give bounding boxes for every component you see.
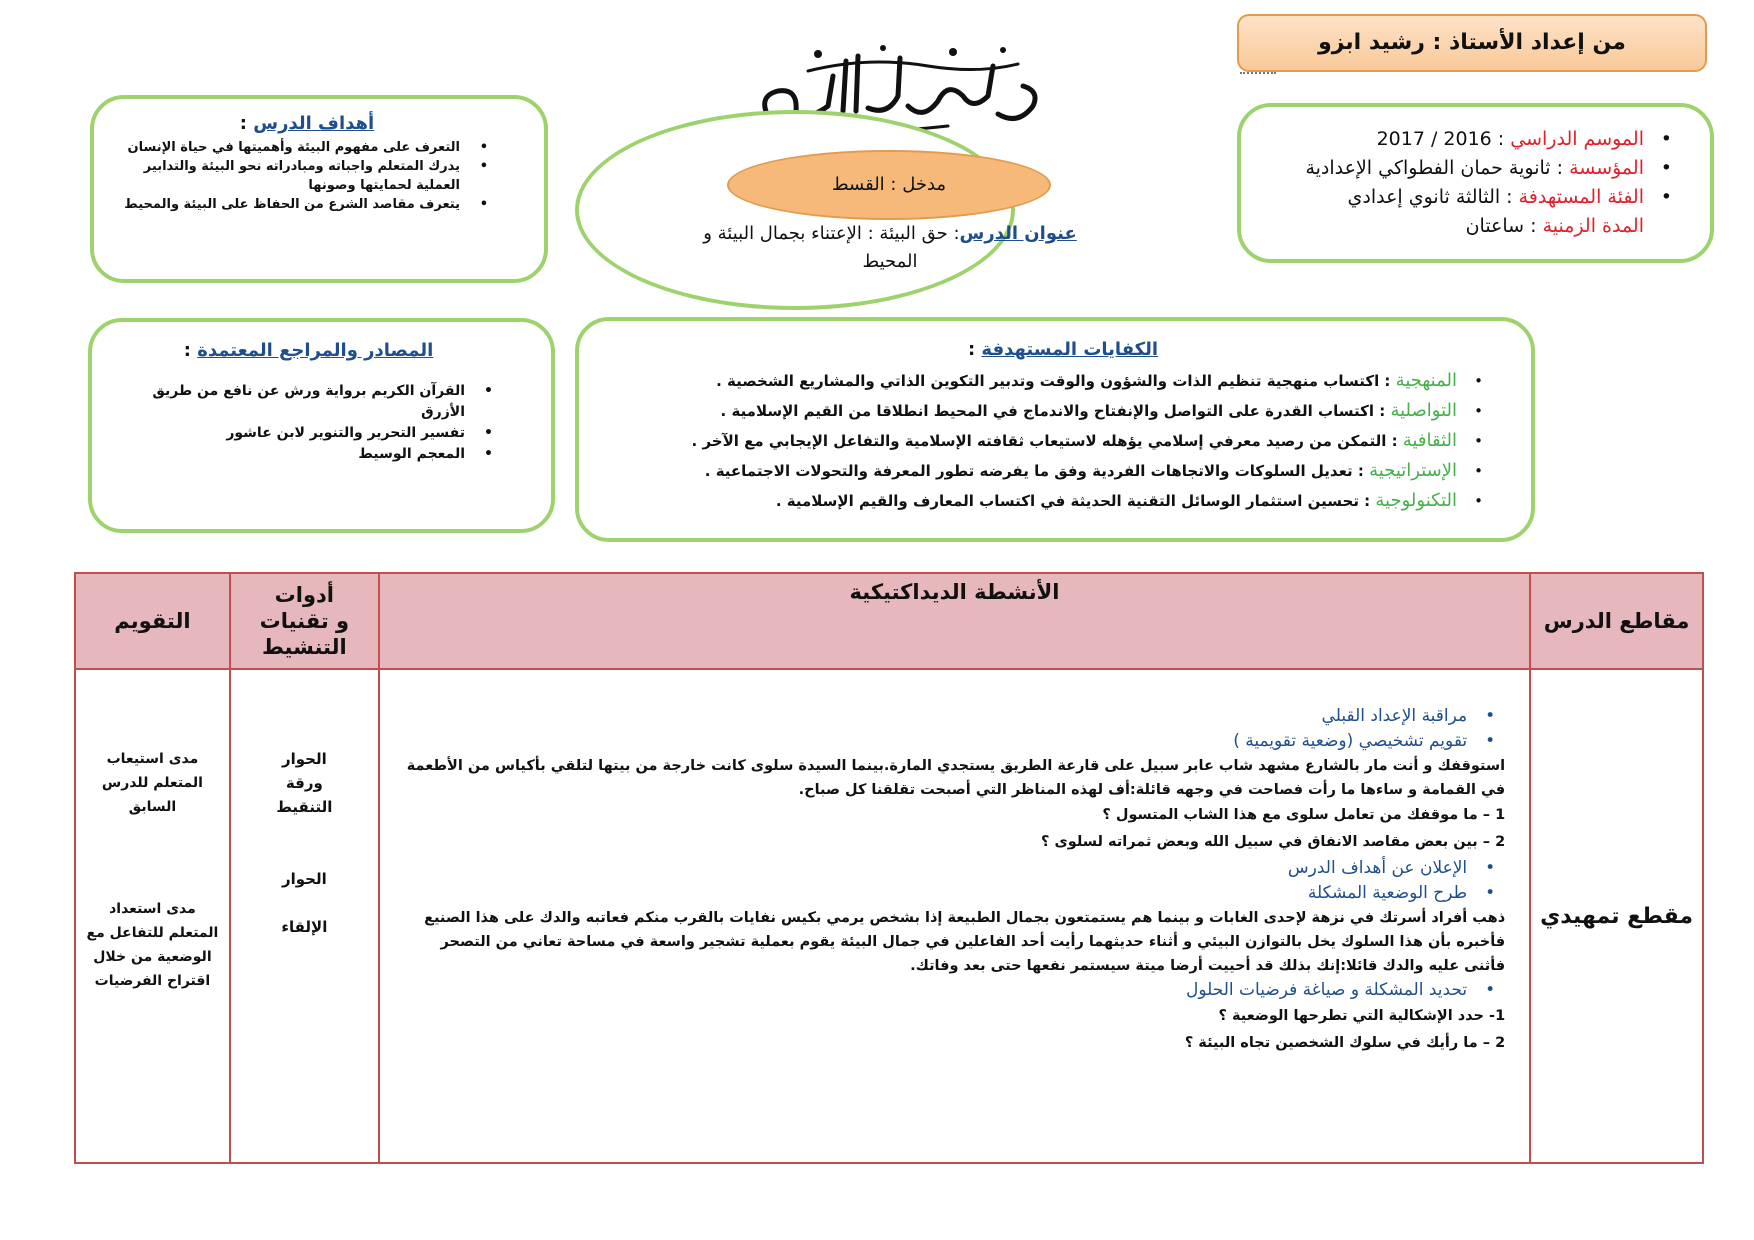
competency-text: : التمكن من رصيد معرفي إسلامي يؤهله لاستيعاب ثقافته الإسلامية والتفاعل الإيجابي مع الآخر . [691, 432, 1403, 450]
competency-text: : اكتساب منهجية تنظيم الذات والشؤون والوقت وتدبير التكوين الذاتي والمشاريع الشخصية . [716, 372, 1396, 390]
sources-heading [112, 340, 505, 361]
activity-paragraph: ذهب أفراد أسرتك في نزهة لإحدى الغابات و بينما هم يستمتعون بجمال الطبيعة إذا بشخص يرمي بكيس نفايات بالقرب منكم فعاتبه والدك على هذا الصنيع فأخبره بأن هذا السلوك يخل بالتوازن البيئي و أثناء حديثهما رأيت أحد الفاعلين في جمال البيئة يقوم بعملية تشجير واسعة في مساحة تعاني من التصحر فأثنى عليه والدك قائلا:إنك بذلك قد أحييت أرضا ميتة سيستمر نفعها حتى بعد وفاتك. [424, 910, 1506, 974]
competencies-title-colon: : [967, 339, 982, 360]
activity-step: • الإعلان عن أهداف الدرس [400, 856, 1507, 881]
target-value: : الثالثة ثانوي إعدادي [1347, 186, 1513, 208]
season-info-panel [1237, 103, 1714, 263]
competency-name: المنهجية [1395, 370, 1457, 391]
table-row [75, 669, 1703, 1163]
evaluation-line: المتعلم للتفاعل مع [86, 925, 219, 941]
target-item [1261, 183, 1644, 212]
competencies-list [599, 366, 1497, 516]
lesson-table [74, 572, 1704, 1164]
objectives-heading [114, 113, 500, 134]
sources-list [112, 381, 505, 465]
lesson-title-label: عنوان الدرس [959, 223, 1077, 244]
header-tools [230, 573, 379, 669]
activity-question: 1- حدد الإشكالية التي تطرحها الوضعية ؟ [1218, 1008, 1506, 1024]
competency-name: التواصلية [1390, 400, 1457, 421]
header-evaluation: التقويم [75, 573, 230, 669]
season-value: : 2016 / 2017 [1376, 128, 1505, 150]
tools-line: الإلقاء [281, 918, 328, 936]
lesson-title-value: : حق البيئة : الإعتناء بجمال البيئة و المحيط [703, 223, 960, 272]
competency-name: الثقافية [1402, 430, 1457, 451]
activity-question: 2 – بين بعض مقاصد الانفاق في سبيل الله وبعض ثمراته لسلوى ؟ [1041, 834, 1506, 850]
intro-pill [727, 150, 1051, 220]
tools-line: ورقة [285, 774, 323, 792]
season-label: الموسم الدراسي [1510, 128, 1644, 150]
objective-item: • يتعرف مقاصد الشرع من الحفاظ على البيئة والمحيط [114, 195, 460, 214]
duration-label: المدة الزمنية [1542, 215, 1644, 237]
objective-item: • التعرف على مفهوم البيئة وأهميتها في حياة الإنسان [114, 138, 460, 157]
evaluation-group [77, 747, 228, 819]
source-item: • تفسير التحرير والتنوير لابن عاشور [112, 423, 465, 444]
tools-group [232, 867, 377, 939]
evaluation-line: اقتراح الفرضيات [94, 973, 211, 989]
header-tools-line: و تقنيات [259, 609, 350, 633]
institution-item [1261, 154, 1644, 183]
objective-item: • يدرك المتعلم واجباته ومبادراته نحو البيئة والتدابير العملية لحمايتها وصونها [114, 157, 460, 195]
tools-cell [230, 669, 379, 1163]
activity-question: 1 – ما موقفك من تعامل سلوى مع هذا الشاب المتسول ؟ [1102, 807, 1506, 823]
competency-text: : تحسين استثمار الوسائل التقنية الحديثة في اكتساب المعارف والقيم الإسلامية . [775, 492, 1376, 510]
author-underline [1240, 70, 1276, 74]
tools-line: الحوار [281, 870, 327, 888]
activity-step: • تقويم تشخيصي (وضعية تقويمية ) [400, 729, 1507, 754]
author-banner [1237, 14, 1707, 72]
competency-text: : تعديل السلوكات والاتجاهات الفردية وفق ما يفرضه تطور المعرفة والتحولات الاجتماعية . [704, 462, 1370, 480]
evaluation-line: مدى استعداد [109, 901, 196, 917]
header-activities: الأنشطة الديداكتيكية [379, 573, 1530, 669]
institution-value: : ثانوية حمان الفطواكي الإعدادية [1305, 157, 1564, 179]
objectives-list [114, 138, 500, 214]
evaluation-line: مدى استيعاب [106, 751, 199, 767]
competencies-panel [575, 317, 1535, 542]
source-item: • المعجم الوسيط [112, 444, 465, 465]
competency-item [599, 486, 1457, 516]
competencies-title: الكفايات المستهدفة [981, 339, 1159, 360]
competencies-heading [599, 339, 1497, 360]
activity-paragraph: استوقفك و أنت مار بالشارع مشهد شاب عابر سبيل على قارعة الطريق يستجدي المارة.بينما السيدة سلوى كانت خارجة من بيتها لتلقي بأكياس من الأطعمة في القمامة و ساءها ما رأت فصاحت في وجهه قائلة:أف لهذه المناظر التي أصبحت تقلقنا كل صباح. [406, 758, 1506, 798]
duration-item [1261, 212, 1684, 241]
source-item: • القرآن الكريم برواية ورش عن نافع من طريق الأزرق [112, 381, 465, 423]
evaluation-group [77, 897, 228, 993]
competency-text: : اكتساب القدرة على التواصل والإنفتاح والاندماج في المحيط انطلاقا من القيم الإسلامية . [720, 402, 1391, 420]
competency-name: التكنولوجية [1375, 490, 1457, 511]
author-text: من إعداد الأستاذ : رشيد ابزو [1318, 30, 1626, 55]
sources-title-colon: : [183, 340, 198, 361]
activity-step: • طرح الوضعية المشكلة [400, 881, 1507, 906]
sources-title: المصادر والمراجع المعتمدة [197, 340, 434, 361]
evaluation-line: الوضعية من خلال [93, 949, 212, 965]
segment-cell: مقطع تمهيدي [1530, 669, 1703, 1163]
tools-line: الحوار [281, 750, 327, 768]
header-segments: مقاطع الدرس [1530, 573, 1703, 669]
activity-step: • مراقبة الإعداد القبلي [400, 704, 1507, 729]
competency-item [599, 426, 1457, 456]
tools-line: التنقيط [276, 798, 333, 816]
competency-item [599, 456, 1457, 486]
sources-panel [88, 318, 555, 533]
objectives-panel [90, 95, 548, 283]
duration-value: : ساعتان [1465, 215, 1537, 237]
intro-text: مدخل : القسط [831, 174, 947, 195]
competency-name: الإستراتيجية [1369, 460, 1457, 481]
tools-group [232, 747, 377, 819]
header-tools-line: أدوات [274, 583, 335, 607]
season-item [1261, 125, 1644, 154]
target-label: الفئة المستهدفة [1518, 186, 1644, 208]
activities-cell [379, 669, 1530, 1163]
objectives-title-colon: : [239, 113, 254, 134]
institution-label: المؤسسة [1569, 157, 1644, 179]
evaluation-line: المتعلم للدرس [101, 775, 203, 791]
activity-step: • تحديد المشكلة و صياغة فرضيات الحلول [400, 978, 1507, 1003]
table-header-row [75, 573, 1703, 669]
competency-item [599, 366, 1457, 396]
evaluation-cell [75, 669, 230, 1163]
evaluation-line: السابق [128, 799, 177, 815]
objectives-title: أهداف الدرس [253, 113, 375, 134]
season-info-list [1261, 125, 1684, 212]
competency-item [599, 396, 1457, 426]
lesson-title [690, 220, 1090, 276]
header-tools-line: التنشيط [262, 635, 347, 659]
activity-question: 2 – ما رأيك في سلوك الشخصين تجاه البيئة ؟ [1184, 1035, 1506, 1051]
